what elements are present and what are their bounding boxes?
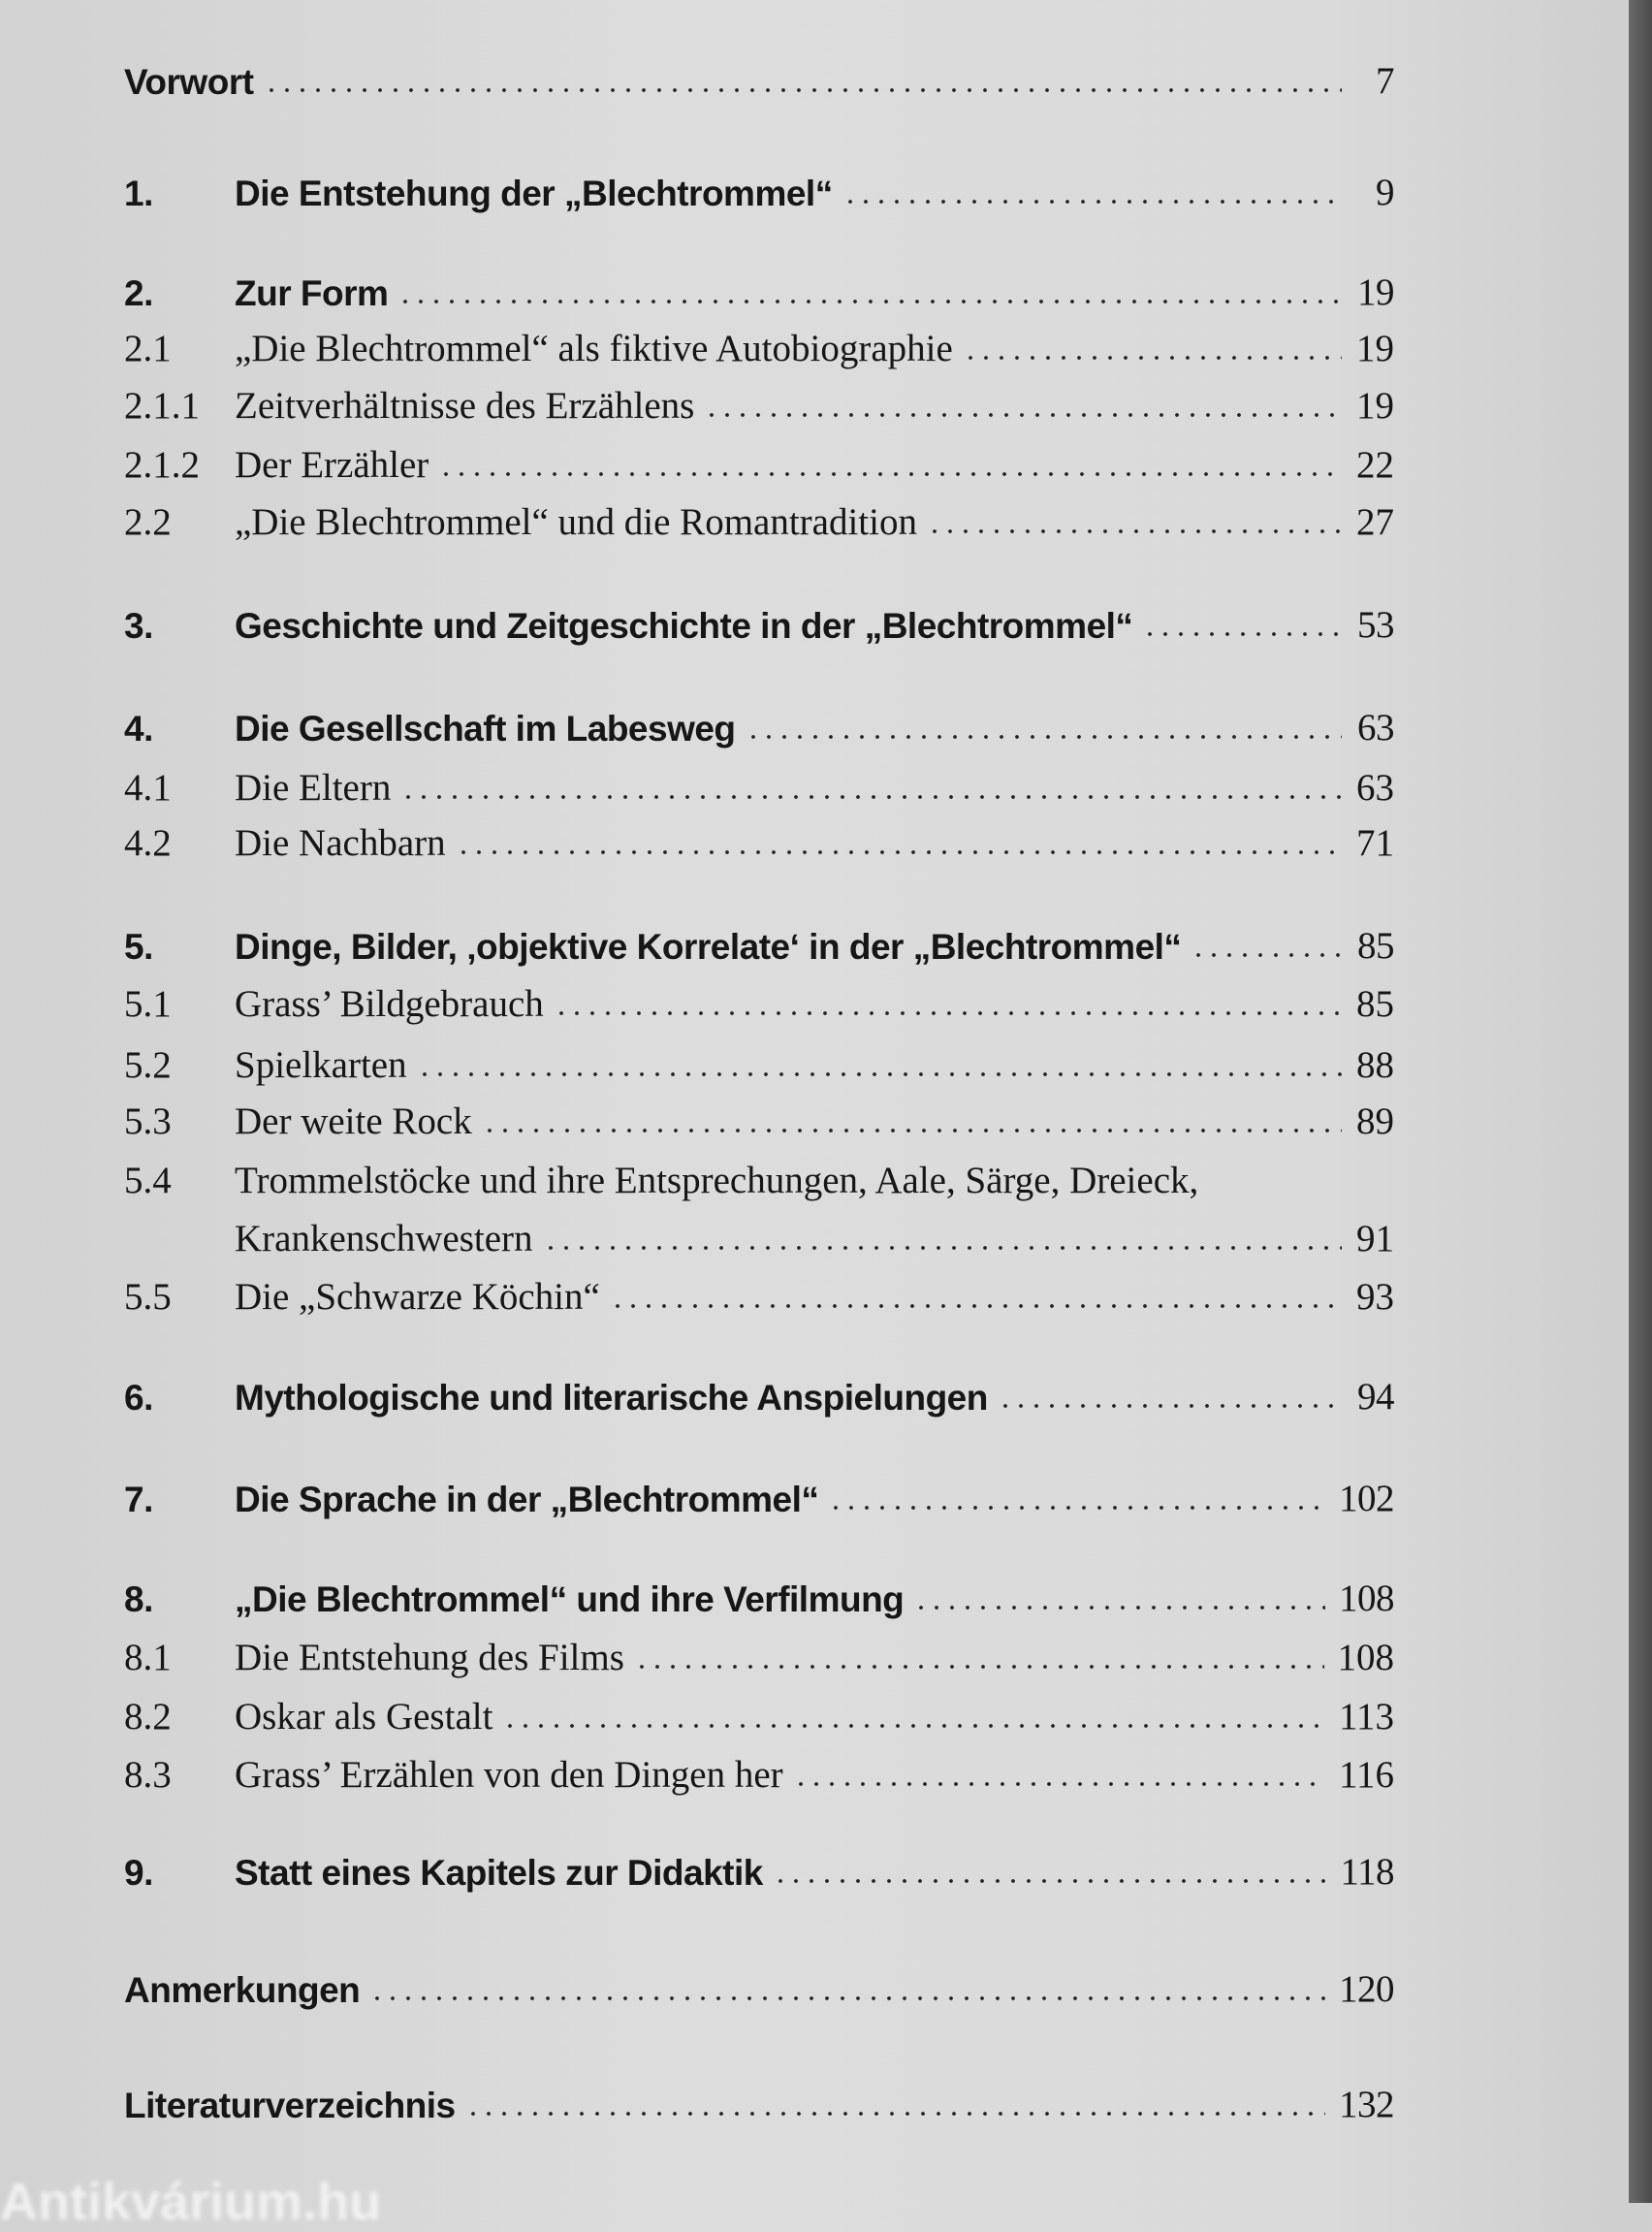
- dot-leader: [913, 1605, 1325, 1610]
- toc-entry-title: Dinge, Bilder, ‚objektive Korrelate‘ in der „Blechtrommel“: [235, 927, 1182, 967]
- toc-entry-number: 2.2: [124, 501, 172, 543]
- toc-entry-title: Trommelstöcke und ihre Entsprechungen, Aale, Särge, Dreieck,: [235, 1160, 1199, 1201]
- toc-entry: [124, 1742, 1394, 1797]
- toc-entry-page: 120: [1339, 1968, 1394, 2010]
- toc-entry-page: 108: [1337, 1637, 1394, 1678]
- toc-entry-title: Die Entstehung der „Blechtrommel“: [235, 174, 833, 213]
- toc-entry-page: 63: [1356, 767, 1394, 809]
- toc-entry: [124, 1625, 1394, 1679]
- dot-leader: [704, 412, 1342, 418]
- toc-entry-number: 4.2: [124, 822, 172, 864]
- toc-entry-title: Die Entstehung des Films: [235, 1637, 624, 1678]
- toc-entry: [124, 316, 1394, 370]
- toc-entry: [124, 490, 1394, 544]
- toc-entry-page: 19: [1357, 271, 1394, 313]
- dot-leader: [397, 299, 1342, 304]
- dot-leader: [927, 528, 1342, 534]
- toc-entry-title: Anmerkungen: [124, 1970, 361, 2010]
- toc-entry-continuation: [124, 1206, 1394, 1260]
- toc-entry-number: 8.1: [124, 1637, 172, 1678]
- dot-leader: [746, 734, 1342, 740]
- dot-leader: [1191, 952, 1342, 958]
- toc-entry: [124, 755, 1394, 810]
- dot-leader: [400, 794, 1342, 800]
- dot-leader: [842, 199, 1342, 205]
- dot-leader: [482, 1128, 1342, 1133]
- toc-entry-page: 19: [1356, 385, 1394, 427]
- toc-entry-page: 88: [1356, 1044, 1394, 1086]
- toc-entry-title: Zeitverhältnisse des Erzählens: [235, 385, 695, 427]
- dot-leader: [963, 355, 1342, 361]
- toc-entry-title: Der Erzähler: [235, 444, 429, 486]
- toc-entry-page: 27: [1356, 501, 1394, 543]
- dot-leader: [369, 1995, 1325, 2001]
- toc-entry-title: Die Nachbarn: [235, 822, 446, 864]
- toc-entry-title: Spielkarten: [235, 1044, 407, 1086]
- toc-entry-page: 91: [1356, 1218, 1394, 1259]
- toc-entry: [124, 260, 1394, 314]
- toc-entry-title: Grass’ Erzählen von den Dingen her: [235, 1754, 783, 1796]
- toc-entry-number: 5.: [124, 927, 153, 967]
- toc-entry-page: 116: [1338, 1754, 1394, 1796]
- page-edge-shadow: [1629, 0, 1652, 2203]
- toc-entry-page: 113: [1338, 1696, 1394, 1738]
- dot-leader: [1142, 631, 1342, 637]
- toc-entry: [124, 913, 1394, 968]
- dot-leader: [828, 1505, 1325, 1511]
- toc-entry-page: 22: [1356, 444, 1394, 486]
- toc-entry-number: 8.3: [124, 1754, 172, 1796]
- toc-entry-number: 5.1: [124, 983, 172, 1025]
- dot-leader: [502, 1723, 1325, 1729]
- dot-leader: [264, 87, 1342, 93]
- dot-leader: [456, 849, 1342, 855]
- toc-entry-title: Statt eines Kapitels zur Didaktik: [235, 1853, 763, 1893]
- dot-leader: [773, 1878, 1327, 1884]
- toc-entry-number: 5.5: [124, 1276, 172, 1318]
- toc-entry: [124, 1033, 1394, 1087]
- toc-entry: [124, 811, 1394, 865]
- toc-entry-number: 1.: [124, 174, 153, 213]
- dot-leader: [543, 1245, 1342, 1251]
- toc-entry-title: „Die Blechtrommel“ als fiktive Autobiographie: [235, 328, 953, 369]
- toc-entry-number: 2.1.2: [124, 444, 200, 486]
- dot-leader: [793, 1781, 1325, 1787]
- toc-entry-page: 71: [1356, 822, 1394, 864]
- toc-entry-page: 102: [1339, 1478, 1394, 1519]
- toc-entry-page: 85: [1357, 925, 1394, 967]
- toc-entry: [124, 1684, 1394, 1738]
- toc-entry-page: 93: [1356, 1276, 1394, 1318]
- toc-entry-title: Die Sprache in der „Blechtrommel“: [235, 1480, 819, 1519]
- toc-entry-page: 7: [1376, 60, 1394, 102]
- toc-entry: [124, 1839, 1394, 1894]
- toc-entry-number: 3.: [124, 606, 153, 646]
- toc-entry-page: 108: [1339, 1578, 1394, 1619]
- toc-entry-number: 5.2: [124, 1044, 172, 1086]
- dot-leader: [998, 1403, 1342, 1409]
- watermark: Antikvárium.hu: [0, 2173, 382, 2231]
- toc-entry-title: Die „Schwarze Köchin“: [235, 1276, 600, 1318]
- toc-entry-number: 6.: [124, 1378, 153, 1418]
- toc-entry-number: 2.1.1: [124, 385, 200, 427]
- toc-entry-number: 2.1: [124, 328, 172, 369]
- toc-entry-page: 9: [1376, 172, 1394, 213]
- toc-entry-number: 8.2: [124, 1696, 172, 1738]
- toc-entry-number: 4.: [124, 709, 153, 749]
- toc-entry: [124, 373, 1394, 428]
- toc-entry: [124, 48, 1394, 103]
- toc-entry: [124, 1364, 1394, 1419]
- toc-entry: [124, 1089, 1394, 1143]
- toc-entry-number: 9.: [124, 1853, 153, 1893]
- dot-leader: [465, 2111, 1325, 2117]
- toc-entry-page: 53: [1357, 604, 1394, 646]
- toc-entry: [124, 972, 1394, 1026]
- toc-entry-title: Zur Form: [235, 273, 389, 313]
- toc-entry-title: Der weite Rock: [235, 1100, 472, 1142]
- toc-entry: [124, 1566, 1394, 1620]
- toc-entry-page: 132: [1339, 2084, 1394, 2125]
- toc-entry-title: „Die Blechtrommel“ und ihre Verfilmung: [235, 1579, 905, 1619]
- toc-entry-title: Die Eltern: [235, 767, 392, 809]
- toc-entry-title-continued: Krankenschwestern: [235, 1218, 533, 1259]
- toc-entry: [124, 1466, 1394, 1520]
- dot-leader: [438, 471, 1342, 477]
- toc-entry-number: 5.4: [124, 1160, 172, 1201]
- toc-entry-number: 7.: [124, 1480, 153, 1519]
- dot-leader: [634, 1664, 1324, 1670]
- toc-entry-title: Die Gesellschaft im Labesweg: [235, 709, 736, 749]
- toc-entry-number: 8.: [124, 1579, 153, 1619]
- toc-entry-number: 5.3: [124, 1100, 172, 1142]
- toc-entry: [124, 160, 1394, 214]
- toc-entry: [124, 592, 1394, 647]
- toc-entry: [124, 1264, 1394, 1319]
- toc-entry-page: 19: [1356, 328, 1394, 369]
- toc-entry-number: 4.1: [124, 767, 172, 809]
- toc-entry-title: „Die Blechtrommel“ und die Romantradition: [235, 501, 917, 543]
- toc-entry-title: Vorwort: [124, 62, 254, 102]
- toc-entry-title: Mythologische und literarische Anspielungen: [235, 1378, 988, 1418]
- toc-entry-page: 89: [1356, 1100, 1394, 1142]
- toc-entry-page: 85: [1356, 983, 1394, 1025]
- toc-entry-title: Grass’ Bildgebrauch: [235, 983, 544, 1025]
- dot-leader: [554, 1010, 1342, 1016]
- toc-entry-title: Oskar als Gestalt: [235, 1696, 493, 1738]
- toc-entry: [124, 695, 1394, 749]
- toc-entry-title: Geschichte und Zeitgeschichte in der „Blechtrommel“: [235, 606, 1133, 646]
- toc-entry-page: 63: [1357, 707, 1394, 749]
- toc-entry-title: Literaturverzeichnis: [124, 2086, 456, 2125]
- toc-entry: [124, 432, 1394, 487]
- dot-leader: [417, 1071, 1342, 1077]
- toc-entry: [124, 1148, 1394, 1202]
- toc-entry-page: 94: [1357, 1376, 1394, 1418]
- toc-entry: [124, 1957, 1394, 2011]
- toc-entry-page: 118: [1340, 1851, 1394, 1893]
- dot-leader: [610, 1303, 1342, 1309]
- toc-entry-number: 2.: [124, 273, 153, 313]
- toc-entry: [124, 2072, 1394, 2126]
